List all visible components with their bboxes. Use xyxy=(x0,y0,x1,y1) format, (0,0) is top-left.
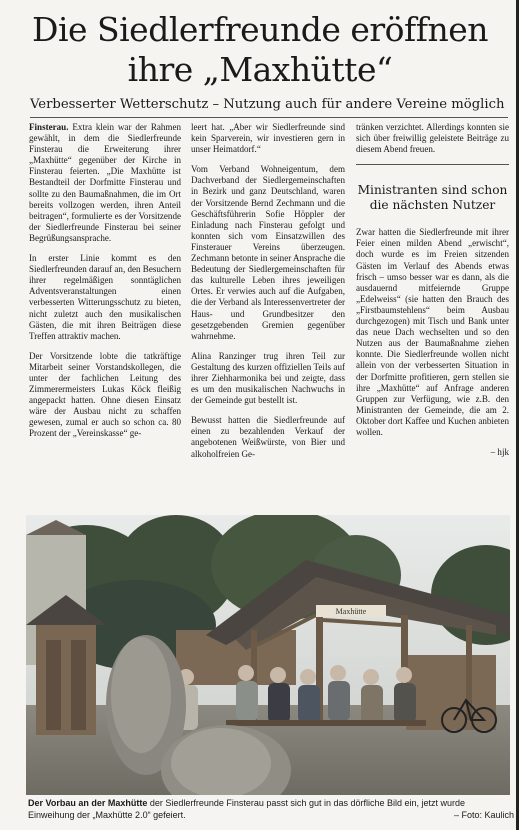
small-hut xyxy=(26,595,106,735)
photo-illustration xyxy=(26,515,510,795)
caption-text: der Siedlerfreunde Finsterau passt sich gut in das dörfliche Bild ein, jetzt wurde Einweihung der „Maxhütte 2.0“ gefeiert. xyxy=(28,798,466,820)
dateline: Finsterau. xyxy=(29,122,69,132)
section-rule xyxy=(356,164,509,165)
paragraph: In erster Linie kommt es den Siedlerfreunden darauf an, den Besuchern ihrer regelmäßigen sonntäglichen Adventsveranstaltungen einen verbesserten Witterungsschutz zu bieten, nicht zuletzt auch den musikalischen Gästen, die mit ihren Beiträgen diese Treffen attraktiv machen. xyxy=(29,253,181,341)
photo-credit: – Foto: Kaulich xyxy=(453,809,514,820)
paragraph: Der Vorsitzende lobte die tatkräftige Mitarbeit seiner Vorstandskollegen, die unter der fachlichen Leitung des Zimmerermeisters Lukas Köck fleißig angepackt hatten. Ohne diesen Einsatz wäre der Ausbau nicht zu schaffen gewesen, zumal er auch so schon ca. 80 Prozent der „Vereinskasse“ ge- xyxy=(29,350,181,439)
paragraph: Bewusst hatten die Siedlerfreunde auf einen zu bezahlenden Verkauf der angebotenen Weißwürste, von Bier und alkoholfreien Ge- xyxy=(191,415,345,459)
headline-line-1: Die Siedlerfreunde eröffnen xyxy=(31,10,488,49)
paragraph: tränken verzichtet. Allerdings konnten sie sich über freiwillig geleistete Beiträge zu diesem Abend freuen. xyxy=(356,122,509,155)
subheadline: Verbesserter Wetterschutz – Nutzung auch für andere Vereine möglich xyxy=(30,97,505,112)
caption-lead: Der Vorbau an der Maxhütte xyxy=(28,798,148,808)
article-column-2 xyxy=(191,122,345,469)
paragraph: Alina Ranzinger trug ihren Teil zur Gestaltung des kurzen offiziellen Teils auf ihrer Ziehharmonika bei und zeigte, dass es um den musikalischen Nachwuchs in der Gemeinde gut bestellt ist. xyxy=(191,350,345,406)
paragraph: Zwar hatten die Siedlerfreunde mit ihrer Feier einen milden Abend „erwischt“, doch wurde es im Freien sitzenden Gästen im Verlauf des Abends etwas frisch – umso besser war es dann, als die ausdauernd mitfeiernde Gruppe „Edelweiss“ (sie hatten den Brauch des „Firstbaumstehlens“ beim Ausbau durchgezogen) mit Tisch und Bank unter das neue Dach wechselten und so den Nutzen aus der Baumaßnahme ziehen konnte. Die Siedlerfreunde wollen nicht allein von der verbesserten Situation in der Dorfmitte profitieren, gern stellen sie ihre „Maxhütte“ auf Anfrage anderen Gruppen zur Verfügung, wie z.B. den Ministranten der Gemeinde, die am 2. Oktober dort Kaffee und Kuchen anbieten wollen. xyxy=(356,227,509,437)
section-heading: Ministranten sind schon die nächsten Nutzer xyxy=(357,183,508,213)
article-photo xyxy=(26,515,510,795)
author-signature: – hjk xyxy=(490,447,509,458)
paragraph: leert hat. „Aber wir Siedlerfreunde sind kein Sparverein, wir investieren gern in unser Heimatdorf.“ xyxy=(191,122,345,155)
article-column-3 xyxy=(356,122,509,467)
hut-sign: Maxhütte xyxy=(335,607,367,616)
article-column-1 xyxy=(29,122,181,449)
subheadline-rule xyxy=(30,117,508,118)
paragraph: Vom Verband Wohneigentum, dem Dachverband der Siedlergemeinschaften in Bezirk und ganz Deutschland, waren der Vorsitzende Bernd Zechmann und die Geschäftsführerin Sofie Höppler der Einladung nach Finsterau gefolgt und konnten sich vom Einsatzwillen des Finsterauer Vereins überzeugen. Zechmann betonte in seiner Ansprache die Bedeutung der Siedlergemeinschaften für das kulturelle Leben ihres jeweiligen Ortes. Er verwies auch auf die Aufgaben, die der Verband als Interessenvertreter der Haus- und Grundbesitzer den gesetzgebenden Gremien gegenüber wahrnehme. xyxy=(191,164,345,341)
headline-line-2: ihre „Maxhütte“ xyxy=(127,50,393,89)
headline xyxy=(20,10,500,90)
paragraph: Finsterau. Extra klein war der Rahmen gewählt, in dem die Siedlerfreunde Finsterau die Erweiterung ihrer „Maxhütte“ gegenüber der Kirche in Finsterau feierten. „Die Maxhütte ist Bestandteil der Dorfmitte Finsterau und sollte zu den Baumaßnahmen, die im Ort bereits vollzogen werden, ihren Anteil beitragen“, formulierte es der Vorsitzende der Siedlerfreunde Finsterau bei seiner Begrüßungsansprache. xyxy=(29,122,181,243)
photo-caption xyxy=(28,798,514,821)
